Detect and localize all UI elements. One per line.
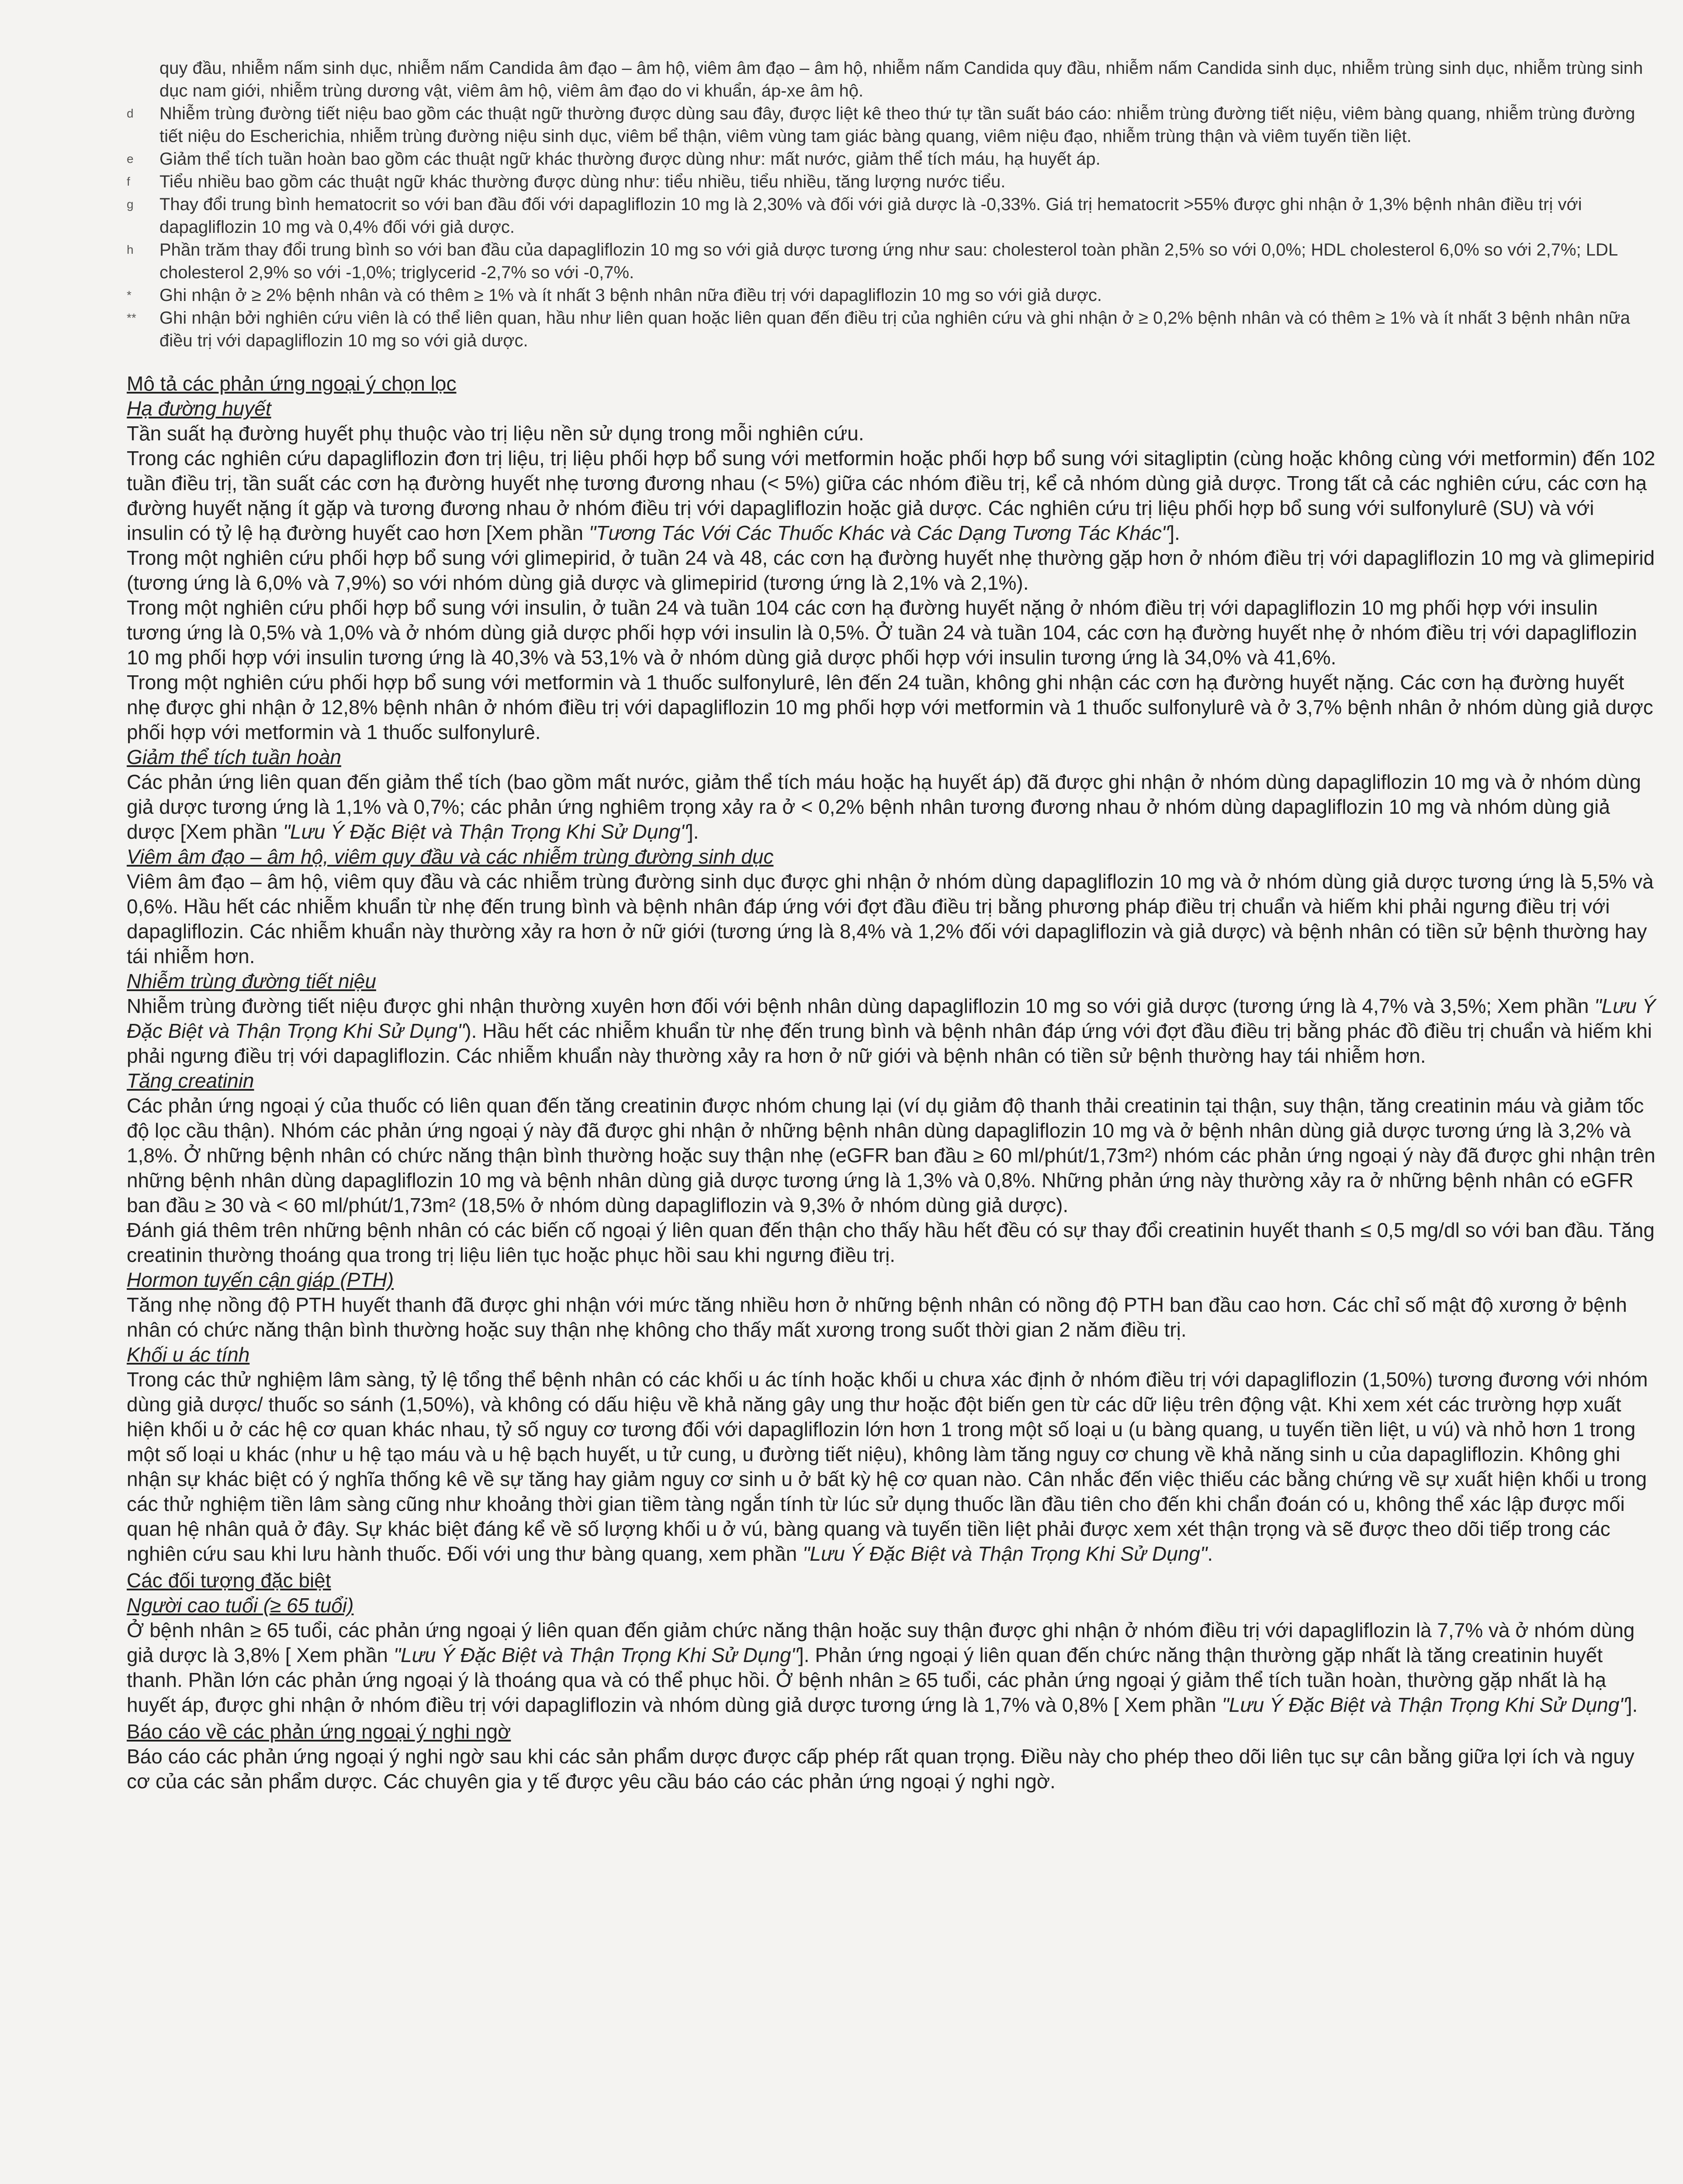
paragraph: Các phản ứng liên quan đến giảm thể tích (bao gồm mất nước, giảm thể tích máu hoặc hạ huyết áp) đã được ghi nhận ở nhóm dùng dapagliflozin 10 mg và ở nhóm dùng giả dược tương ứng là 1,1% và 0,7%; các phản ứng nghiêm trọng xảy ra ở < 0,2% bệnh nhân tương đương nhau ở nhóm dùng dapagliflozin 10 mg và nhóm dùng giả dược [Xem phần "Lưu Ý Đặc Biệt và Thận Trọng Khi Sử Dụng"]. [127,771,1641,843]
main-text [127,371,1656,1794]
paragraph: Đánh giá thêm trên những bệnh nhân có các biến cố ngoại ý liên quan đến thận cho thấy hầu hết đều có sự thay đổi creatinin huyết thanh ≤ 0,5 mg/dl so với ban đầu. Tăng creatinin thường thoáng qua trong trị liệu liên tục hoặc phục hồi sau khi ngưng điều trị. [127,1219,1655,1266]
footnote-continuation: quy đầu, nhiễm nấm sinh dục, nhiễm nấm Candida âm đạo – âm hộ, viêm âm đạo – âm hộ, nhiễm nấm Candida quy đầu, nhiễm nấm Candida sinh dục, nhiễm trùng sinh dục, nhiễm trùng sinh dục nam giới, nhiễm trùng dương vật, viêm âm hộ, viêm âm đạo do vi khuẩn, áp-xe âm hộ. [159,59,1643,100]
footnote-text: Giảm thể tích tuần hoàn bao gồm các thuật ngữ khác thường được dùng như: mất nước, giảm thể tích máu, hạ huyết áp. [159,149,1101,169]
paragraph: Các phản ứng ngoại ý của thuốc có liên quan đến tăng creatinin được nhóm chung lại (ví dụ giảm độ thanh thải creatinin tại thận, suy thận, tăng creatinin máu và giảm tốc độ lọc cầu thận). Nhóm các phản ứng ngoại ý này đã được ghi nhận ở những bệnh nhân dùng dapagliflozin 10 mg và ở bệnh nhân dùng giả dược tương ứng là 3,2% và 1,8%. Ở những bệnh nhân có chức năng thận bình thường hoặc suy thận nhẹ (eGFR ban đầu ≥ 60 ml/phút/1,73m²) nhóm các phản ứng ngoại ý này đã được ghi nhận trên những bệnh nhân dùng dapagliflozin 10 mg và bệnh nhân dùng giả dược tương ứng là 1,3% và 0,8%. Những phản ứng này thường xảy ra ở những bệnh nhân có eGFR ban đầu ≥ 30 và < 60 ml/phút/1,73m² (18,5% ở nhóm dùng dapagliflozin và 9,3% ở nhóm dùng giả dược). [127,1094,1655,1216]
paragraph: Trong một nghiên cứu phối hợp bổ sung với metformin và 1 thuốc sulfonylurê, lên đến 24 tuần, không ghi nhận các cơn hạ đường huyết nặng. Các cơn hạ đường huyết nhẹ được ghi nhận ở 12,8% bệnh nhân ở nhóm điều trị với dapagliflozin 10 mg phối hợp với metformin và 1 thuốc sulfonylurê và ở 3,7% bệnh nhân ở nhóm dùng giả dược phối hợp với metformin và 1 thuốc sulfonylurê. [127,671,1653,743]
footnote-text: Tiểu nhiều bao gồm các thuật ngữ khác thường được dùng như: tiểu nhiều, tiểu nhiều, tăng lượng nước tiểu. [159,172,1006,191]
heading-malignancies: Khối u ác tính [127,1343,250,1366]
footnote-e [127,148,1656,170]
document-page [127,57,1656,1794]
heading-pth: Hormon tuyến cận giáp (PTH) [127,1268,394,1291]
paragraph: Ở bệnh nhân ≥ 65 tuổi, các phản ứng ngoại ý liên quan đến giảm chức năng thận hoặc suy thận được ghi nhận ở nhóm điều trị với dapagliflozin là 7,7% và ở nhóm dùng giả dược là 3,8% [ Xem phần "Lưu Ý Đặc Biệt và Thận Trọng Khi Sử Dụng"]. Phản ứng ngoại ý liên quan đến chức năng thận thường gặp nhất là tăng creatinin huyết thanh. Phần lớn các phản ứng ngoại ý là thoáng qua và có thể phục hồi. Ở bệnh nhân ≥ 65 tuổi, các phản ứng ngoại ý giảm thể tích tuần hoàn, thường gặp nhất là hạ huyết áp, được ghi nhận ở nhóm điều trị với dapagliflozin và nhóm dùng giả dược tương ứng là 1,7% và 0,8% [ Xem phần "Lưu Ý Đặc Biệt và Thận Trọng Khi Sử Dụng"]. [127,1619,1638,1716]
paragraph: Trong một nghiên cứu phối hợp bổ sung với insulin, ở tuần 24 và tuần 104 các cơn hạ đường huyết nặng ở nhóm điều trị với dapagliflozin 10 mg phối hợp với insulin tương ứng là 0,5% và 1,0% và ở nhóm dùng giả dược phối hợp với insulin là 0,5%. Ở tuần 24 và tuần 104, các cơn hạ đường huyết nhẹ ở nhóm điều trị với dapagliflozin 10 mg phối hợp với insulin tương ứng là 40,3% và 53,1% và ở nhóm dùng giả dược phối hợp với insulin tương ứng là 34,0% và 41,6%. [127,596,1637,669]
footnote-g [127,193,1656,238]
footnote-text: Phần trăm thay đổi trung bình so với ban đầu của dapagliflozin 10 mg so với giả dược tương ứng như sau: cholesterol toàn phần 2,5% so với 0,0%; HDL cholesterol 6,0% so với 2,7%; LDL cholesterol 2,9% so với -1,0%; triglycerid -2,7% so với -0,7%. [159,240,1617,282]
paragraph: Trong các nghiên cứu dapagliflozin đơn trị liệu, trị liệu phối hợp bổ sung với metformin hoặc phối hợp bổ sung với sitagliptin (cùng hoặc không cùng với metformin) đến 102 tuần điều trị, tần suất các cơn hạ đường huyết nhẹ tương đương nhau (< 5%) giữa các nhóm điều trị, kể cả nhóm dùng giả dược. Trong tất cả các nghiên cứu, các cơn hạ đường huyết nặng ít gặp và tương đương nhau ở nhóm điều trị với dapagliflozin hoặc giả dược. Các nghiên cứu trị liệu phối hợp bổ sung với sulfonylurê (SU) và với insulin có tỷ lệ hạ đường huyết cao hơn [Xem phần "Tương Tác Với Các Thuốc Khác và Các Dạng Tương Tác Khác"]. [127,447,1655,544]
footnote-double-star [127,307,1656,352]
paragraph: Trong một nghiên cứu phối hợp bổ sung với glimepirid, ở tuần 24 và 48, các cơn hạ đường huyết nhẹ thường gặp hơn ở nhóm điều trị với dapagliflozin 10 mg và glimepirid (tương ứng là 6,0% và 7,9%) so với nhóm dùng giả dược và glimepirid (tương ứng là 2,1% và 2,1%). [127,546,1655,594]
paragraph: Báo cáo các phản ứng ngoại ý nghi ngờ sau khi các sản phẩm dược được cấp phép rất quan trọng. Điều này cho phép theo dõi liên tục sự cân bằng giữa lợi ích và nguy cơ của các sản phẩm dược. Các chuyên gia y tế được yêu cầu báo cáo các phản ứng ngoại ý nghi ngờ. [127,1745,1635,1793]
footnote-marker: d [127,107,134,120]
heading-creatinine: Tăng creatinin [127,1069,254,1092]
footnote-text: Nhiễm trùng đường tiết niệu bao gồm các thuật ngữ thường được dùng sau đây, được liệt kê theo thứ tự tần suất báo cáo: nhiễm trùng đường tiết niệu, viêm bàng quang, nhiễm trùng đường tiết niệu do Escherichia, nhiễm trùng đường niệu sinh dục, viêm bể thận, viêm vùng tam giác bàng quang, viêm niệu đạo, nhiễm trùng thận và viêm tuyến tiền liệt. [159,104,1635,146]
footnote-f [127,170,1656,193]
footnote-marker: f [127,175,130,188]
heading-genital-infections: Viêm âm đạo – âm hộ, viêm quy đầu và các nhiễm trùng đường sinh dục [127,845,774,868]
paragraph: Viêm âm đạo – âm hộ, viêm quy đầu và các nhiễm trùng đường sinh dục được ghi nhận ở nhóm dùng dapagliflozin 10 mg và ở nhóm dùng giả dược tương ứng là 5,5% và 0,6%. Hầu hết các nhiễm khuẩn từ nhẹ đến trung bình và bệnh nhân đáp ứng với đợt đầu điều trị bằng phương pháp điều trị chuẩn và hiếm khi phải ngưng điều trị với dapagliflozin. Các nhiễm khuẩn này thường xảy ra hơn ở nữ giới (tương ứng là 8,4% và 1,2% đối với dapagliflozin và giả dược) và bệnh nhân có tiền sử bệnh thường hay tái nhiễm hơn. [127,870,1654,968]
footnote-text: Thay đổi trung bình hematocrit so với ban đầu đối với dapagliflozin 10 mg là 2,30% và đối với giả dược là -0,33%. Giá trị hematocrit >55% được ghi nhận ở 1,3% bệnh nhân điều trị với dapagliflozin 10 mg và 0,4% đối với giả dược. [159,195,1582,237]
heading-special-populations: Các đối tượng đặc biệt [127,1569,331,1592]
footnote-marker: * [127,288,132,302]
footnote-star [127,284,1656,307]
paragraph: Nhiễm trùng đường tiết niệu được ghi nhận thường xuyên hơn đối với bệnh nhân dùng dapagliflozin 10 mg so với giả dược (tương ứng là 4,7% và 3,5%; Xem phần "Lưu Ý Đặc Biệt và Thận Trọng Khi Sử Dụng"). Hầu hết các nhiễm khuẩn từ nhẹ đến trung bình và bệnh nhân đáp ứng với đợt đầu điều trị bằng phác đồ điều trị chuẩn và hiếm khi phải ngưng điều trị với dapagliflozin. Các nhiễm khuẩn này thường xảy ra hơn ở nữ giới và bệnh nhân có tiền sử bệnh thường hay tái nhiễm hơn. [127,995,1656,1067]
section-title: Mô tả các phản ứng ngoại ý chọn lọc [127,372,457,395]
heading-elderly: Người cao tuổi (≥ 65 tuổi) [127,1594,354,1617]
paragraph: Tần suất hạ đường huyết phụ thuộc vào trị liệu nền sử dụng trong mỗi nghiên cứu. [127,422,864,445]
footnotes [127,57,1656,352]
paragraph: Tăng nhẹ nồng độ PTH huyết thanh đã được ghi nhận với mức tăng nhiều hơn ở những bệnh nhân có nồng độ PTH ban đầu cao hơn. Các chỉ số mật độ xương ở bệnh nhân có chức năng thận bình thường hoặc suy thận nhẹ không cho thấy mất xương trong suốt thời gian 2 năm điều trị. [127,1293,1627,1341]
heading-hypoglycemia: Hạ đường huyết [127,397,271,420]
footnote-text: Ghi nhận bởi nghiên cứu viên là có thể liên quan, hầu như liên quan hoặc liên quan đến điều trị của nghiên cứu và ghi nhận ở ≥ 0,2% bệnh nhân và có thêm ≥ 1% và ít nhất 3 bệnh nhân nữa điều trị với dapagliflozin 10 mg so với giả dược. [159,308,1630,350]
heading-volume-depletion: Giảm thể tích tuần hoàn [127,746,341,768]
footnote-marker: g [127,197,134,211]
footnote-marker: e [127,152,134,166]
footnote-d [127,102,1656,148]
footnote-marker: h [127,243,134,256]
footnote-text: Ghi nhận ở ≥ 2% bệnh nhân và có thêm ≥ 1% và ít nhất 3 bệnh nhân nữa điều trị với dapagliflozin 10 mg so với giả dược. [159,286,1102,305]
heading-reporting: Báo cáo về các phản ứng ngoại ý nghi ngờ [127,1720,511,1743]
footnote-marker: ** [127,311,136,325]
heading-urinary-infections: Nhiễm trùng đường tiết niệu [127,970,376,992]
footnote-h [127,238,1656,284]
paragraph: Trong các thử nghiệm lâm sàng, tỷ lệ tổng thể bệnh nhân có các khối u ác tính hoặc khối u chưa xác định ở nhóm điều trị với dapagliflozin (1,50%) tương đương với nhóm dùng giả dược/ thuốc so sánh (1,50%), và không có dấu hiệu về khả năng gây ung thư hoặc đột biến gen từ các dữ liệu trên động vật. Khi xem xét các trường hợp xuất hiện khối u ở các hệ cơ quan khác nhau, tỷ số nguy cơ tương đối với dapagliflozin lớn hơn 1 trong một số loại u (u bàng quang, u tuyến tiền liệt, u vú) và nhỏ hơn 1 trong một số loại u khác (như u hệ tạo máu và u hệ bạch huyết, u tử cung, u đường tiết niệu), không làm tăng nguy cơ chung về khả năng sinh u của dapagliflozin. Không ghi nhận sự khác biệt có ý nghĩa thống kê về sự tăng hay giảm nguy cơ sinh u ở bất kỳ hệ cơ quan nào. Cân nhắc đến việc thiếu các bằng chứng về sự xuất hiện khối u trong các thử nghiệm tiền lâm sàng cũng như khoảng thời gian tiềm tàng ngắn tính từ lúc sử dụng thuốc lần đầu tiên cho đến khi chẩn đoán có u, không thể xác lập được mối quan hệ nhân quả ở đây. Sự khác biệt đáng kể về số lượng khối u ở vú, bàng quang và tuyến tiền liệt phải được xem xét thận trọng và sẽ được theo dõi tiếp trong các nghiên cứu sau khi lưu hành thuốc. Đối với ung thư bàng quang, xem phần "Lưu Ý Đặc Biệt và Thận Trọng Khi Sử Dụng". [127,1368,1648,1565]
